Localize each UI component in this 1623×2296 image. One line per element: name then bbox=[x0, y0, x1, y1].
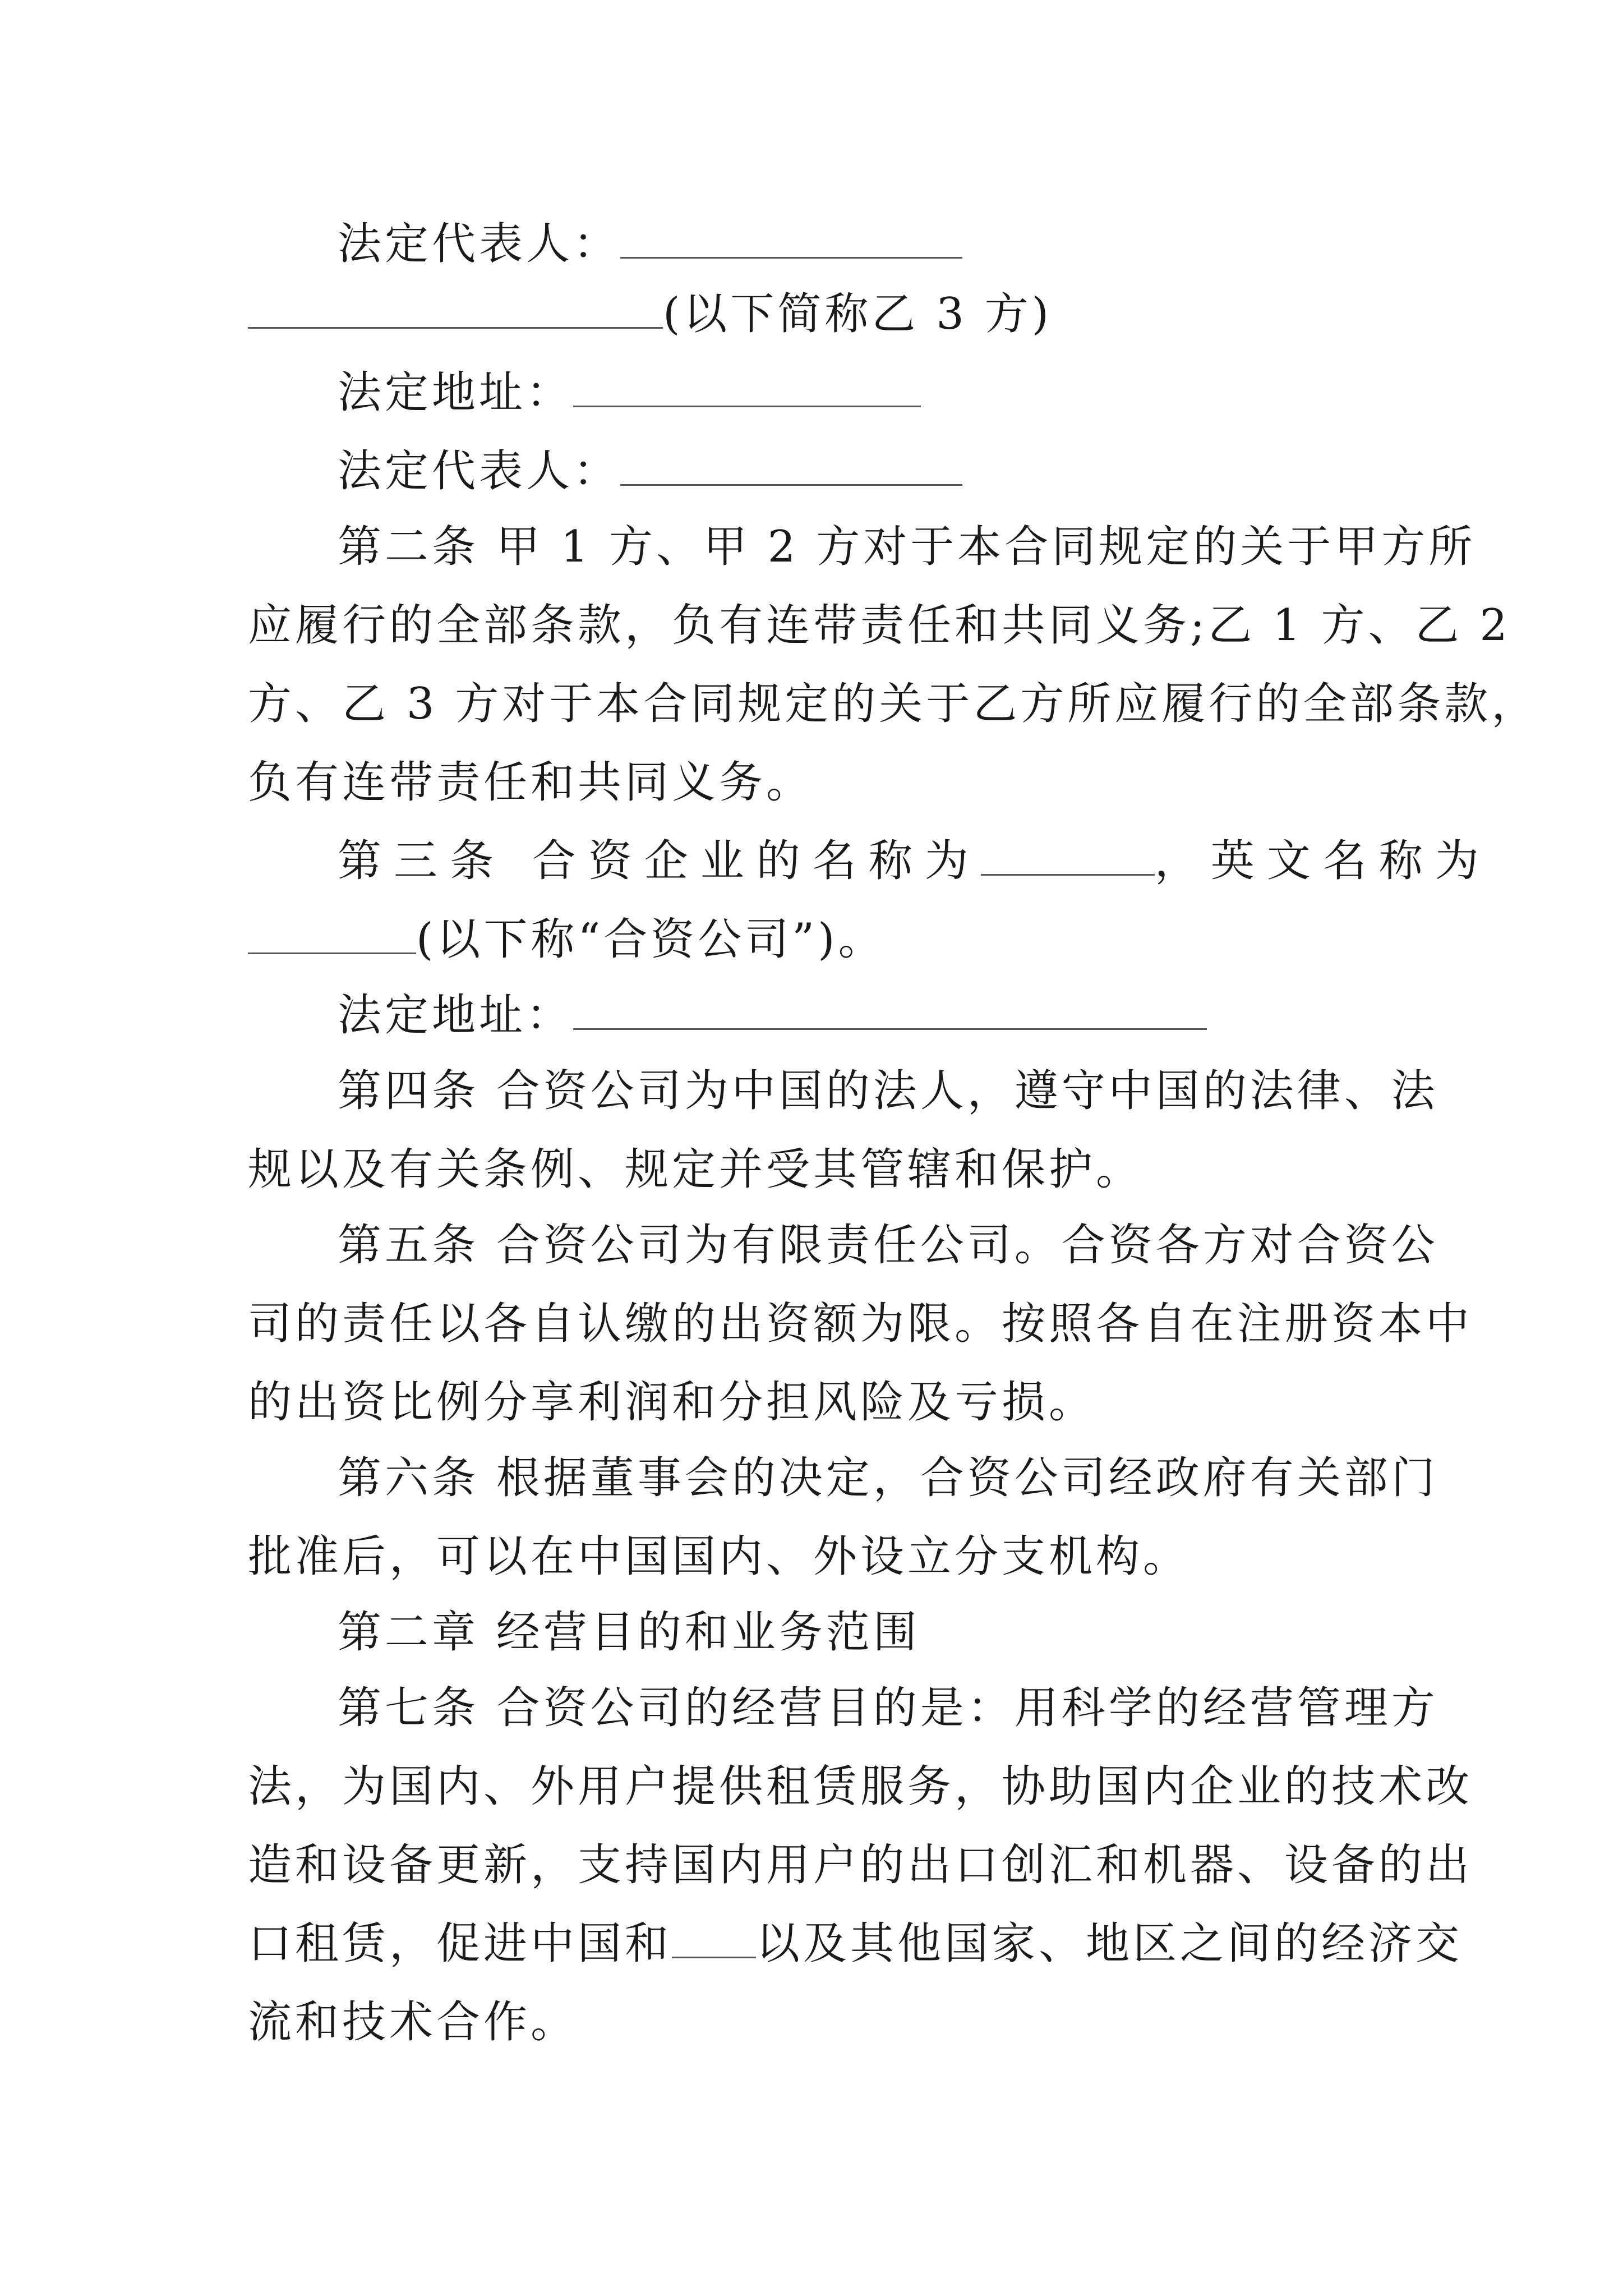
party-b3-line bbox=[248, 286, 1392, 342]
blank-field bbox=[981, 838, 1155, 876]
party-b3-suffix: (以下简称乙 3 方) bbox=[663, 289, 1053, 339]
blank-field bbox=[248, 291, 663, 329]
article-3-text-b: ，英文名称为 bbox=[1154, 836, 1491, 886]
blank-field bbox=[573, 370, 921, 407]
article-6-line-1: 第六条 根据董事会的决定，合资公司经政府有关部门 bbox=[338, 1453, 1438, 1503]
article-2-line-2: 应履行的全部条款，负有连带责任和共同义务;乙 1 方、乙 2 bbox=[248, 600, 1511, 651]
article-7-text-a: 口租赁，促进中国和 bbox=[248, 1918, 672, 1969]
article-5-line-2: 司的责任以各自认缴的出资额为限。按照各自在注册资本中 bbox=[248, 1299, 1473, 1349]
article-2-line-4: 负有连带责任和共同义务。 bbox=[248, 757, 814, 808]
blank-field bbox=[620, 448, 962, 486]
article-3-text-a: 第三条 合资企业的名称为 bbox=[338, 836, 981, 886]
legal-address-line-2 bbox=[338, 987, 1482, 1043]
article-4-line-1: 第四条 合资公司为中国的法人，遵守中国的法律、法 bbox=[338, 1066, 1438, 1116]
legal-address-line-1 bbox=[338, 365, 1482, 421]
legal-rep-line-2 bbox=[338, 443, 1482, 499]
article-7-line-2: 法，为国内、外用户提供租赁服务，协助国内企业的技术改 bbox=[248, 1761, 1473, 1812]
article-2-line-1: 第二条 甲 1 方、甲 2 方对于本合同规定的关于甲方所 bbox=[338, 522, 1476, 572]
blank-field bbox=[248, 917, 416, 954]
legal-rep-line-1 bbox=[338, 216, 1482, 272]
chapter-2-heading: 第二章 经营目的和业务范围 bbox=[338, 1607, 920, 1658]
article-7-line-4 bbox=[248, 1916, 1463, 1972]
article-7-text-b: 以及其他国家、地区之间的经济交 bbox=[756, 1918, 1463, 1969]
legal-rep-label: 法定代表人： bbox=[338, 446, 621, 496]
article-6-line-2: 批准后，可以在中国国内、外设立分支机构。 bbox=[248, 1531, 1191, 1582]
blank-field bbox=[672, 1921, 756, 1958]
legal-address-label: 法定地址： bbox=[338, 367, 574, 418]
article-3-line-1 bbox=[338, 833, 1491, 889]
article-7-line-3: 造和设备更新，支持国内用户的出口创汇和机器、设备的出 bbox=[248, 1840, 1473, 1890]
article-5-line-1: 第五条 合资公司为有限责任公司。合资各方对合资公 bbox=[338, 1220, 1438, 1271]
article-3-text-c: (以下称“合资公司”)。 bbox=[416, 914, 886, 965]
article-7-line-1: 第七条 合资公司的经营目的是：用科学的经营管理方 bbox=[338, 1683, 1438, 1733]
legal-rep-label: 法定代表人： bbox=[338, 219, 621, 269]
legal-address-label: 法定地址： bbox=[338, 990, 574, 1041]
article-2-line-3: 方、乙 3 方对于本合同规定的关于乙方所应履行的全部条款， bbox=[248, 679, 1539, 729]
article-5-line-3: 的出资比例分享利润和分担风险及亏损。 bbox=[248, 1377, 1096, 1428]
article-7-line-5: 流和技术合作。 bbox=[248, 1997, 578, 2047]
blank-field bbox=[620, 221, 962, 259]
blank-field bbox=[573, 992, 1207, 1030]
article-4-line-2: 规以及有关条例、规定并受其管辖和保护。 bbox=[248, 1144, 1144, 1195]
article-3-line-2 bbox=[248, 912, 1392, 968]
